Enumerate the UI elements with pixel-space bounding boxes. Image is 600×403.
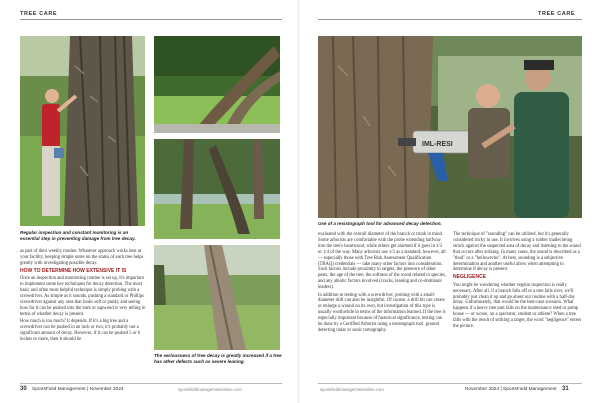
right-article-column-2 [453,232,582,332]
caption-resistograph: Use of a resistograph tool for advanced decay detection. [318,221,442,226]
left-para-1: as part of their weekly routine. Whatever approach works best at your facility, keeping simple notes on the status of each tree helps greatly with investigating possible decay. [20,249,144,266]
photo-park-tree [154,139,280,239]
header-rule-right [318,19,582,20]
right-para-3: The technique of "sounding" can be utilized, but it's generally considered tricky to use. It involves using a rubber mallet being struck against the suspected area of decay and listening to the sound that occurs after striking. In many cases, the sound is described as a "thud" or a "hollowecho". At best, sounding is a subjective determination and another useful allow when attempting to determine if decay is present. [453,232,581,273]
footer-right [465,386,569,392]
caption-severe-lean: The seriousness of tree decay is greatly increased if a tree has other defects such as severe leaning. [154,353,282,364]
footer-left [20,386,124,392]
publication-right: November 2024 | SportsField Management [465,387,557,392]
right-para-1: evaluated with the overall diameter of the branch or trunk in mind. Some arborists are comfortable with the probe extending halfway into the tree's heartwood, while others get alarmed if it goes in 1/3 or 1/4 of the way. Many arborists use 1/3 as a standard; however, all — especially those with Tree Risk Assessment Qualification (TRAQ) credentials — take many other factors into consideration. Such factors include proximity to targets, the presence of other pests, the age of the tree, the softness of the wood related to species, and any abiotic factors involved (cracks, leaning and co-dominant leaders). [318,232,446,291]
heading-negligence: NEGLIGENCE [453,274,487,281]
section-label-right: TREE CARE [538,11,576,17]
left-para-3: How much is too much? It depends. If it's a big tree and a screwdriver can be pushed in an inch or two, it's probably not a significant amount of decay. However, if it can be pushed 5 or 6 inches or more, then it should be [20,318,141,342]
page-number-right: 31 [561,386,569,392]
photo-leaning-trees [154,36,280,133]
photo-severe-lean [154,245,280,350]
website-left: sportsfieldmanagementonline.com [178,387,242,392]
photo-trunk-inspection [20,36,145,226]
header-rule-left [20,19,282,20]
heading-how-to-determine: HOW TO DETERMINE HOW EXTENSIVE IT IS [20,267,127,274]
right-article-column-1 [318,232,446,335]
left-para-2: Once an inspection and monitoring routine is set up, it's important to implement some key techniques for decay detection. The most basic and often most helpful technique is simply probing with a screwdriver. As simple as it sounds, pushing a standard or Phillips screwdriver against any area that looks soft or punky and seeing how far it can be pushed into the bark or sapwood is very telling in terms of whether decay is present. [20,276,146,317]
page-number-left: 30 [20,386,27,392]
photo-resistograph [318,36,582,218]
footer-rule-left [20,383,282,384]
left-article-column [20,249,146,344]
right-page [300,0,600,403]
caption-inspection: Regular inspection and constant monitoring is an essential step in preventing damage from tree decay. [20,230,136,241]
right-para-2: In addition to testing with a screwdriver, probing with a small-diameter drill can also be insightful. Of course, a drill bit can create or enlarge a wound on its own, but investigation of this type is usually worthwhile in terms of the information learned. If the tree is especially important because of historical significance, testing can be done by a Certified Arborist using a resistograph tool, ground detecting radar or sonic tomography. [318,292,446,333]
footer-rule-right [318,383,582,384]
website-right: sportsfieldmanagementonline.com [320,387,384,392]
section-label-left: TREE CARE [20,11,58,17]
right-para-4: You might be wondering whether regular inspection is really necessary. After all, if a branch falls off or a tree falls over, we'll probably just clean it up and go about our routine with a half-day delay. Unfortunately, that would be the best-case scenario. What happens if a heavy tree part falls on the maintenance shed or pump house — or worse, on a spectator, student or athlete? When a tree falls with the result of striking a target, the word "negligence" enters the picture. [453,282,582,330]
resistograph-label: IML-RESI [422,141,453,148]
publication-left: SportsField Management | November 2024 [32,387,124,392]
